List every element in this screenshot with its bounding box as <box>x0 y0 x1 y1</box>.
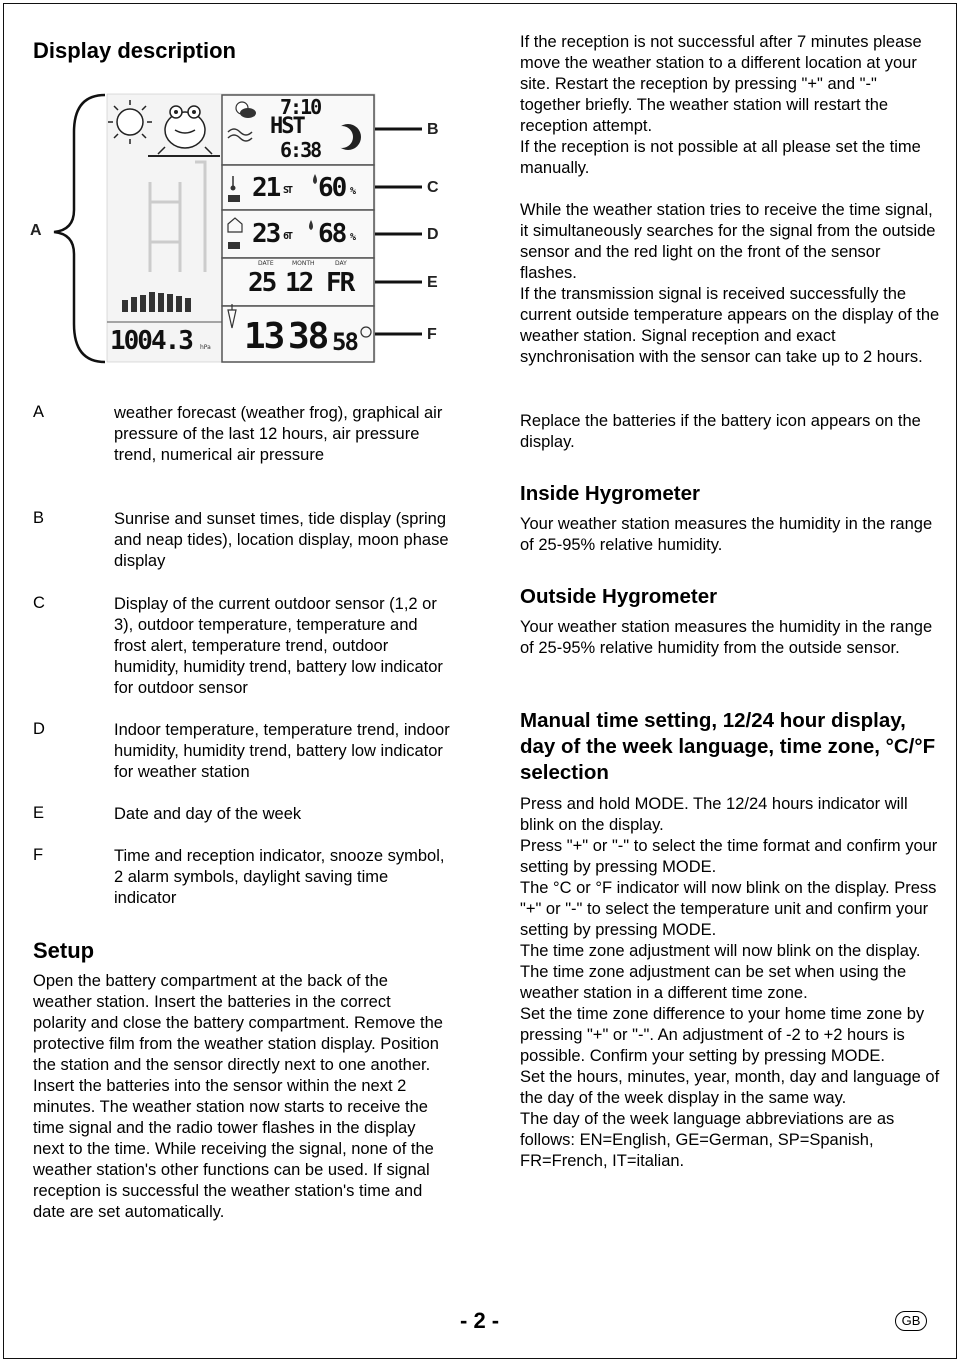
manual-step: The time zone adjustment will now blink on the display. The time zone adjustment can be set when using the weather station in a different time zone. <box>520 942 921 1002</box>
bracket-a <box>54 95 105 362</box>
manual-step: Press "+" or "-" to select the time format and confirm your setting by pressing MODE. <box>520 837 938 876</box>
date-label-day: DAY <box>335 260 347 267</box>
legend-letter: D <box>33 720 45 738</box>
callout-b: B <box>427 121 439 138</box>
page-title: Display description <box>33 38 236 63</box>
sensor-search-paragraph: While the weather station tries to receive the time signal, it simultaneously searches for the signal from the outside sensor and the red light on the front of the sensor flashes. <box>520 201 936 282</box>
legend-letter: B <box>33 509 45 527</box>
legend-letter: C <box>33 594 45 612</box>
manual-step: Press and hold MODE. The 12/24 hours indicator will blink on the display. <box>520 795 908 834</box>
legend-text: Sunrise and sunset times, tide display (spring and neap tides), location display, moon phase display <box>114 510 449 570</box>
legend-text: Display of the current outdoor sensor (1,2 or 3), outdoor temperature, temperature and frost alert, temperature trend, outdoor humidity, humidity trend, battery low indicator for outdoor sensor <box>114 595 443 697</box>
legend-letter: E <box>33 804 45 822</box>
callout-f: F <box>427 326 437 343</box>
time-minutes: 38 <box>288 316 328 357</box>
page-number: - 2 - <box>460 1308 500 1333</box>
reception-retry-paragraph: If the reception is not successful after 7 minutes please move the weather station to a different location at your site. Restart the reception by pressing "+" and "-" together briefly. The weather station will restart the reception attempt. <box>520 33 922 135</box>
legend-text: Indoor temperature, temperature trend, indoor humidity, humidity trend, battery low indicator for weather station <box>114 721 450 781</box>
date-month: 12 <box>285 268 313 298</box>
callout-lines <box>375 129 422 334</box>
legend-text: Date and day of the week <box>114 805 302 823</box>
time-seconds: 58 <box>332 328 357 356</box>
manual-time-setting-text <box>520 794 940 1172</box>
inside-hygrometer-text: Your weather station measures the humidity in the range of 25-95% relative humidity. <box>520 515 933 554</box>
indoor-humidity: 68 <box>318 219 346 249</box>
time-hours: 13 <box>244 316 284 357</box>
outside-hygrometer-heading: Outside Hygrometer <box>520 585 718 608</box>
callout-d: D <box>427 226 439 243</box>
battery-icon-outdoor <box>228 195 240 202</box>
air-pressure-unit: hPa <box>200 344 211 351</box>
legend-text: Time and reception indicator, snooze symbol, 2 alarm symbols, daylight saving time indicator <box>114 847 445 907</box>
battery-paragraph: Replace the batteries if the battery icon appears on the display. <box>520 412 921 451</box>
callout-a: A <box>30 222 42 239</box>
indoor-temperature-unit: 6T <box>283 231 292 242</box>
date-label-date: DATE <box>258 260 274 267</box>
callout-e: E <box>427 274 438 291</box>
manual-step: The °C or °F indicator will now blink on the display. Press "+" or "-" to select the temperature unit and confirm your setting by pressing MODE. <box>520 879 937 939</box>
location-code: HST <box>270 114 304 139</box>
manual-step: Set the hours, minutes, year, month, day and language of the day of the week display in the same way. <box>520 1068 940 1107</box>
outside-hygrometer-text: Your weather station measures the humidity in the range of 25-95% relative humidity from the outside sensor. <box>520 618 933 657</box>
display-diagram <box>30 92 450 364</box>
lcd-illustration <box>30 92 450 364</box>
transmission-paragraph: If the transmission signal is received successfully the current outside temperature appears on the display of the weather station. Signal reception and exact synchronisation with the sensor can take up to 2 hours. <box>520 285 940 366</box>
date-weekday: FR <box>326 268 354 298</box>
outdoor-temperature: 21 <box>252 173 280 203</box>
manual-step: The day of the week language abbreviations are as follows: EN=English, GE=German, SP=Spanish, FR=French, IT=italian. <box>520 1110 895 1170</box>
setup-paragraph: Open the battery compartment at the back of the weather station. Insert the batteries in the correct polarity and close the battery compartment. Remove the protective film from the weather station display. Position the station and the sensor directly next to one another. Insert the batteries into the sensor within the next 2 minutes. The weather station now starts to receive the time signal and the radio tower flashes in the display next to the time. While receiving the signal, none of the weather station's other functions can be used. If signal reception is successful the weather station's time and date are set automatically. <box>33 972 443 1221</box>
date-label-month: MONTH <box>292 260 315 267</box>
indoor-temperature: 23 <box>252 219 280 249</box>
callout-c: C <box>427 179 439 196</box>
sunset-time: 6:38 <box>280 138 321 162</box>
outdoor-temperature-unit: ST <box>283 185 292 196</box>
battery-icon-indoor <box>228 242 240 249</box>
indoor-humidity-percent: % <box>350 232 355 243</box>
date-day: 25 <box>248 268 276 298</box>
outdoor-humidity: 60 <box>318 173 346 203</box>
air-pressure-value: 1004.3 <box>110 326 192 356</box>
legend-text: weather forecast (weather frog), graphical air pressure of the last 12 hours, air pressure trend, numerical air pressure <box>114 404 443 464</box>
legend-letter: F <box>33 846 44 864</box>
language-badge: GB <box>895 1311 927 1331</box>
manual-time-hint: If the reception is not possible at all please set the time manually. <box>520 138 921 177</box>
outdoor-humidity-percent: % <box>350 186 355 197</box>
inside-hygrometer-heading: Inside Hygrometer <box>520 482 700 505</box>
manual-step: Set the time zone difference to your home time zone by pressing "+" or "-". An adjustment of -2 to +2 hours is possible. Confirm your setting by pressing MODE. <box>520 1005 925 1065</box>
legend-letter: A <box>33 403 45 421</box>
sunrise-time: 7:10 <box>280 95 321 119</box>
setup-heading: Setup <box>33 938 95 963</box>
manual-time-setting-heading: Manual time setting, 12/24 hour display, day of the week language, time zone, °C/°F selection <box>520 709 936 784</box>
